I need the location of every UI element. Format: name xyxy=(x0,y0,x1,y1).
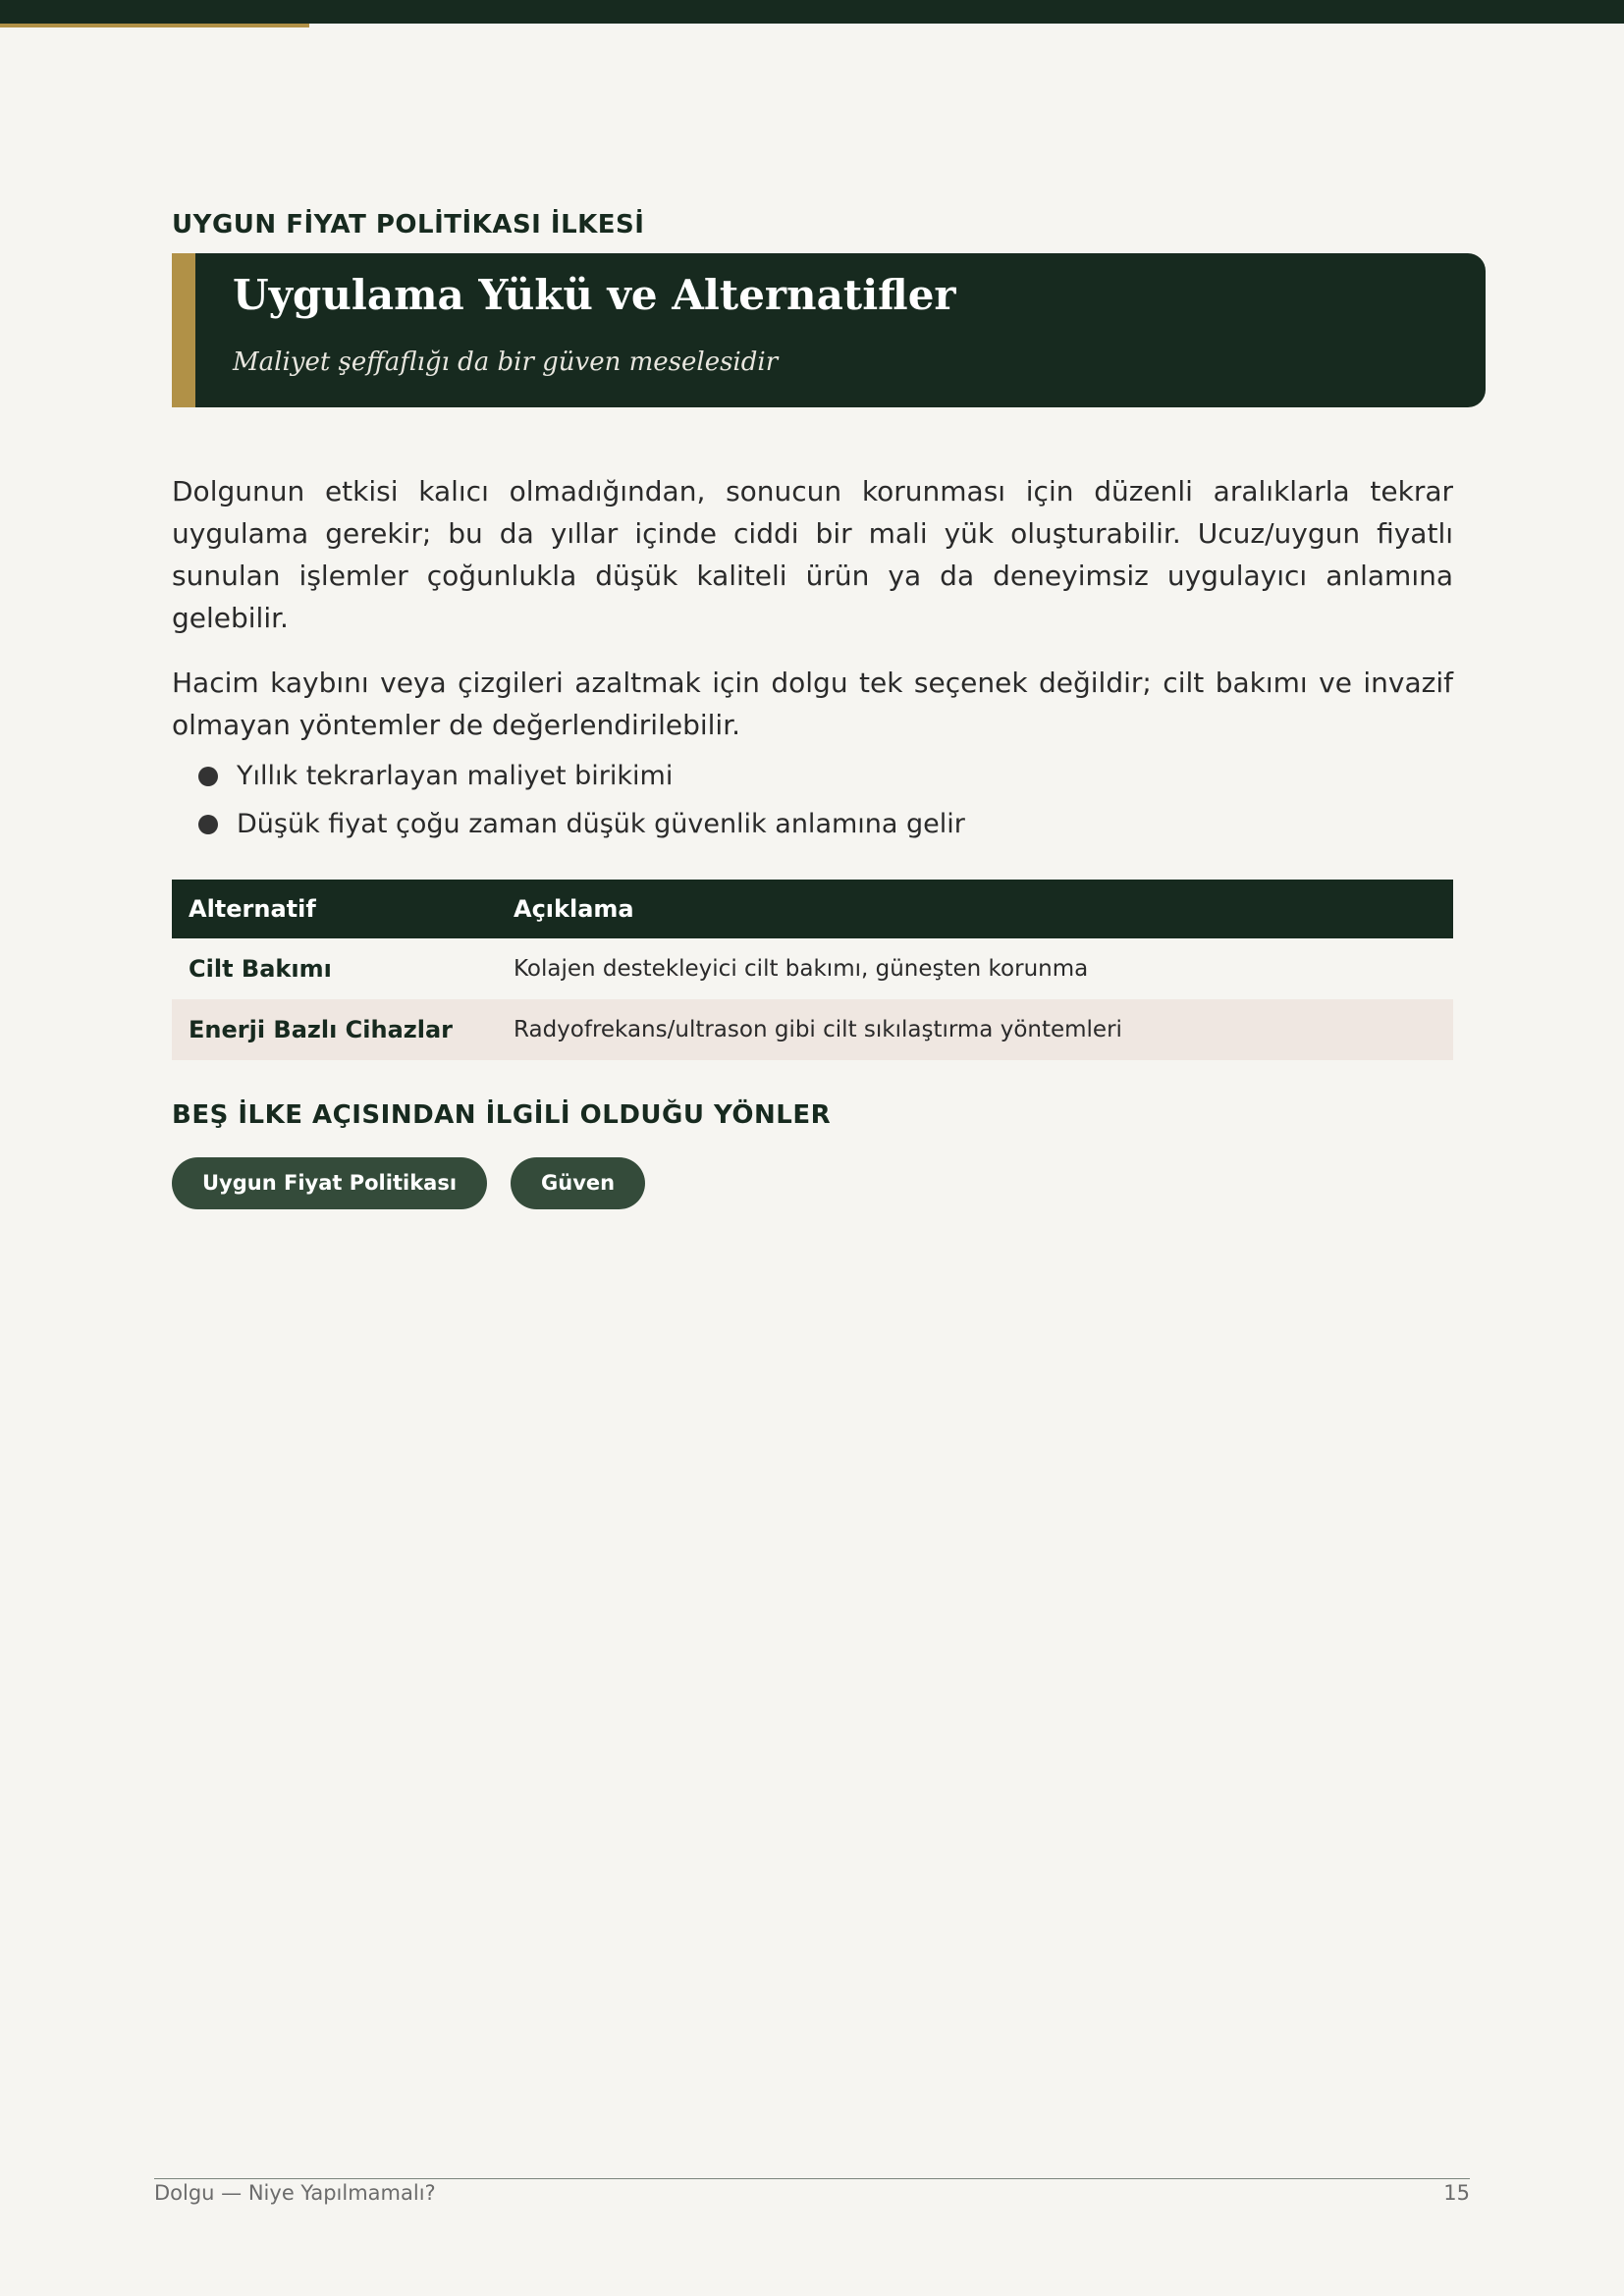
principle-tag: Güven xyxy=(511,1157,645,1209)
bullet-list xyxy=(172,752,965,848)
title-card xyxy=(172,253,1486,407)
bullet-item xyxy=(172,752,965,800)
body-paragraph: Hacim kaybını veya çizgileri azaltmak için dolgu tek seçenek değildir; cilt bakımı ve invazif olmayan yöntemler de değerlendirilebilir. xyxy=(172,667,1453,741)
footer-divider xyxy=(154,2178,1470,2179)
table-header-row xyxy=(172,880,1453,938)
bullet-text: Yıllık tekrarlayan maliyet birikimi xyxy=(237,761,674,791)
table-header-description: Açıklama xyxy=(497,880,1453,938)
alternative-description: Radyofrekans/ultrason gibi cilt sıkılaştırma yöntemleri xyxy=(497,999,1453,1060)
table-row xyxy=(172,999,1453,1060)
related-principles-heading: BEŞ İLKE AÇISINDAN İLGİLİ OLDUĞU YÖNLER xyxy=(172,1100,832,1130)
table-header-alternative: Alternatif xyxy=(172,880,497,938)
bullet-item xyxy=(172,800,965,848)
alternative-name: Cilt Bakımı xyxy=(189,955,332,983)
title-card-accent xyxy=(172,253,195,407)
page-subtitle: Maliyet şeffaflığı da bir güven meselesidir xyxy=(233,347,779,377)
bullet-dot-icon xyxy=(198,767,218,786)
principle-tag: Uygun Fiyat Politikası xyxy=(172,1157,487,1209)
alternative-description: Kolajen destekleyici cilt bakımı, güneşten korunma xyxy=(514,956,1089,982)
top-bar xyxy=(0,0,1624,24)
alternatives-table xyxy=(172,880,1453,1060)
body-paragraph: Dolgunun etkisi kalıcı olmadığından, sonucun korunması için düzenli aralıklarla tekrar uygulama gerekir; bu da yıllar içinde ciddi bir mali yük oluşturabilir. Ucuz/uygun fiyatlı sunulan işlemler çoğunlukla düşük kaliteli ürün ya da deneyimsiz uygulayıcı anlamına gelebilir. xyxy=(172,475,1453,634)
section-eyebrow: UYGUN FİYAT POLİTİKASI İLKESİ xyxy=(172,210,645,240)
table-row xyxy=(172,938,1453,999)
top-accent-line xyxy=(0,24,309,27)
bullet-text: Düşük fiyat çoğu zaman düşük güvenlik anlamına gelir xyxy=(237,809,965,839)
page-title: Uygulama Yükü ve Alternatifler xyxy=(233,271,956,319)
bullet-dot-icon xyxy=(198,815,218,834)
principle-tags xyxy=(172,1157,645,1209)
footer-document-title: Dolgu — Niye Yapılmamalı? xyxy=(154,2181,436,2205)
alternative-name: Enerji Bazlı Cihazlar xyxy=(172,999,497,1060)
footer-page-number: 15 xyxy=(1443,2181,1470,2205)
